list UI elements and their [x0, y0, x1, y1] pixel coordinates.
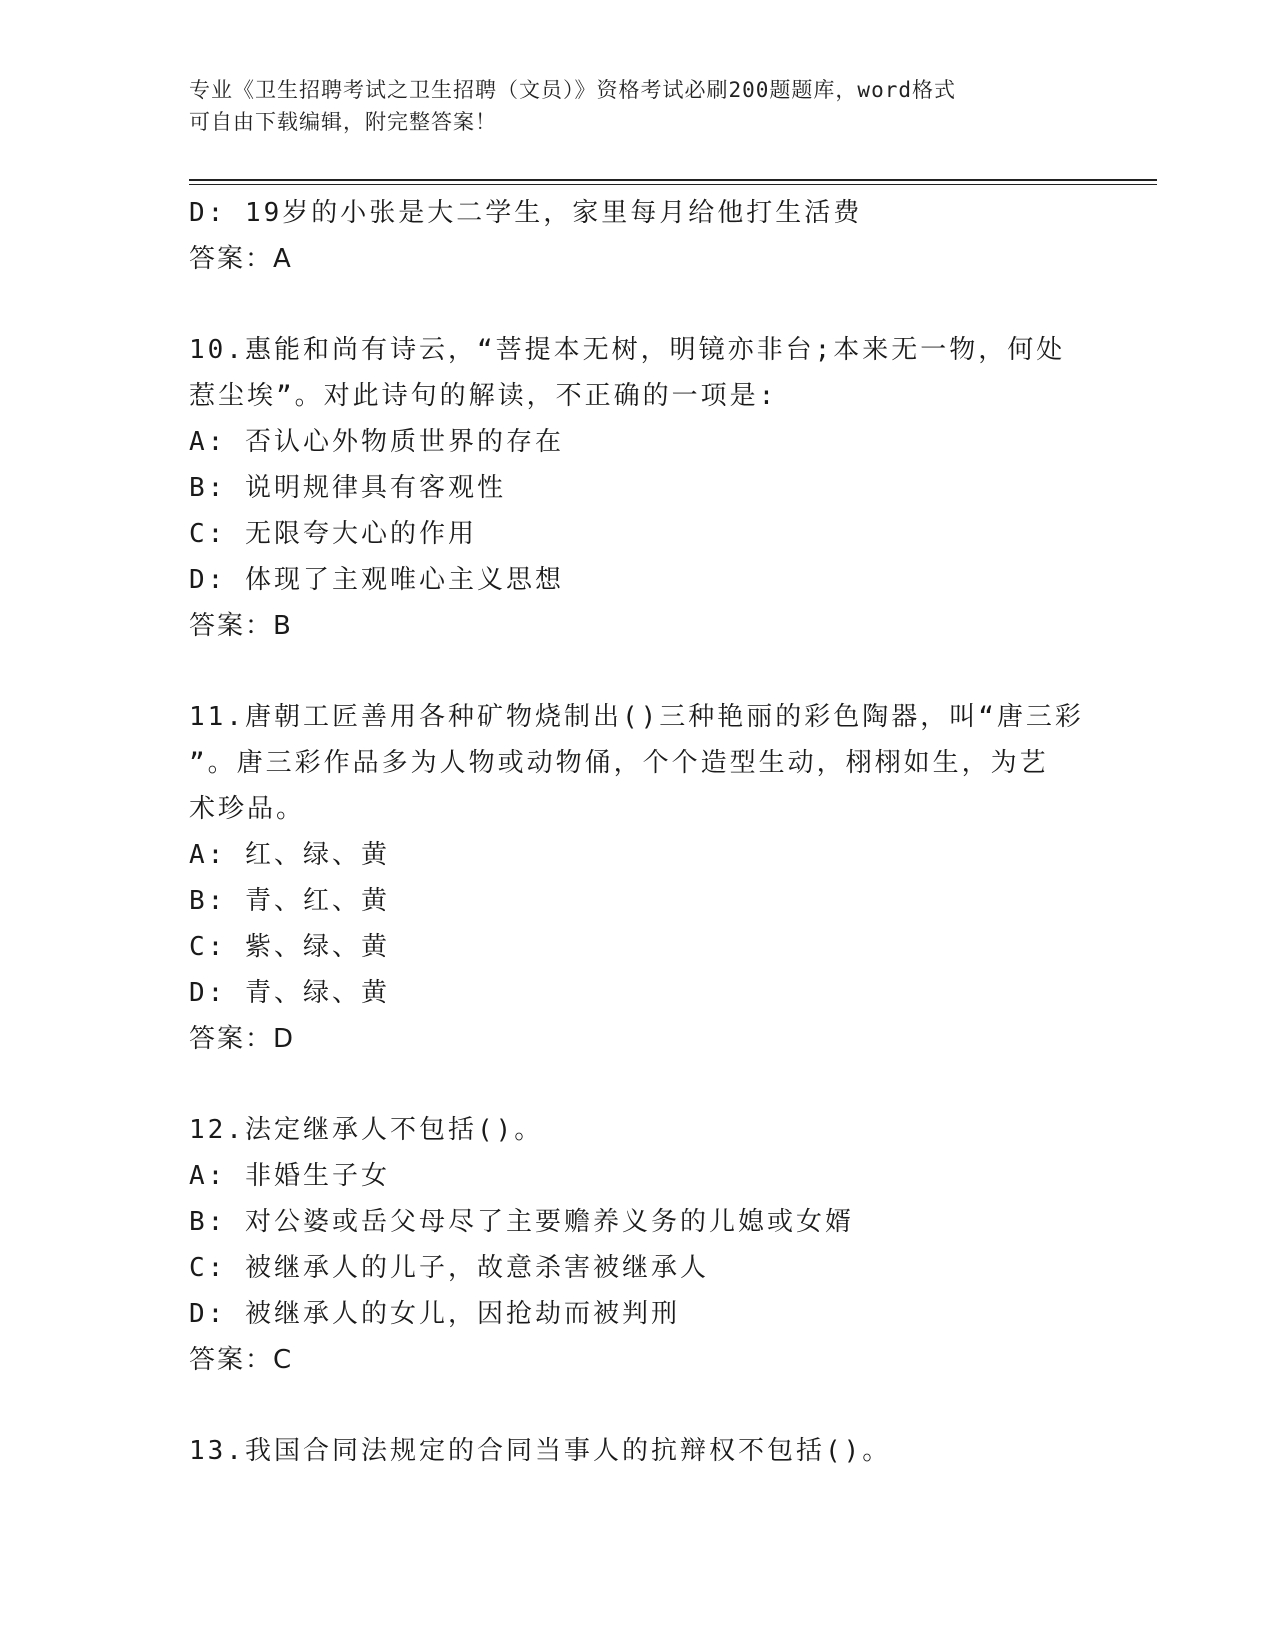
option-a: A: 红、绿、黄 [189, 840, 390, 870]
answer: 答案：C [189, 1345, 294, 1375]
question-stem: 13.我国合同法规定的合同当事人的抗辩权不包括()。 [189, 1436, 892, 1466]
option-a: A: 否认心外物质世界的存在 [189, 427, 564, 457]
question-stem: 术珍品。 [189, 794, 306, 824]
header-divider-thick [189, 179, 1157, 181]
option-b: B: 对公婆或岳父母尽了主要赡养义务的儿媳或女婿 [189, 1207, 854, 1237]
question-12 [189, 1107, 1089, 1383]
header-divider-thin [189, 184, 1157, 185]
answer: 答案：D [189, 1024, 296, 1054]
option-b: B: 说明规律具有客观性 [189, 473, 506, 503]
document-header [189, 74, 1089, 138]
question-stem: 11.唐朝工匠善用各种矿物烧制出()三种艳丽的彩色陶器，叫“唐三彩 [189, 702, 1084, 732]
option-d: D: 体现了主观唯心主义思想 [189, 565, 564, 595]
option-b: B: 青、红、黄 [189, 886, 390, 916]
answer: 答案：B [189, 611, 293, 641]
question-13 [189, 1428, 1089, 1474]
option-c: C: 无限夸大心的作用 [189, 519, 477, 549]
option-d: D: 被继承人的女儿，因抢劫而被判刑 [189, 1299, 680, 1329]
question-9-tail [189, 190, 1089, 282]
header-line-2: 可自由下载编辑，附完整答案！ [189, 110, 497, 134]
header-line-1: 专业《卫生招聘考试之卫生招聘（文员）》资格考试必刷200题题库，word格式 [189, 78, 956, 102]
option-c: C: 紫、绿、黄 [189, 932, 390, 962]
question-stem: ”。唐三彩作品多为人物或动物俑，个个造型生动，栩栩如生，为艺 [189, 748, 1049, 778]
question-stem: 10.惠能和尚有诗云，“菩提本无树，明镜亦非台;本来无一物，何处 [189, 335, 1066, 365]
question-list [189, 190, 1089, 1474]
option-a: A: 非婚生子女 [189, 1161, 390, 1191]
question-stem: 惹尘埃”。对此诗句的解读，不正确的一项是: [189, 381, 778, 411]
question-11 [189, 694, 1089, 1062]
question-10 [189, 327, 1089, 649]
answer: 答案：A [189, 244, 293, 274]
option-c: C: 被继承人的儿子，故意杀害被继承人 [189, 1253, 709, 1283]
option-d: D: 青、绿、黄 [189, 978, 390, 1008]
option-d: D: 19岁的小张是大二学生，家里每月给他打生活费 [189, 198, 863, 228]
question-stem: 12.法定继承人不包括()。 [189, 1115, 544, 1145]
